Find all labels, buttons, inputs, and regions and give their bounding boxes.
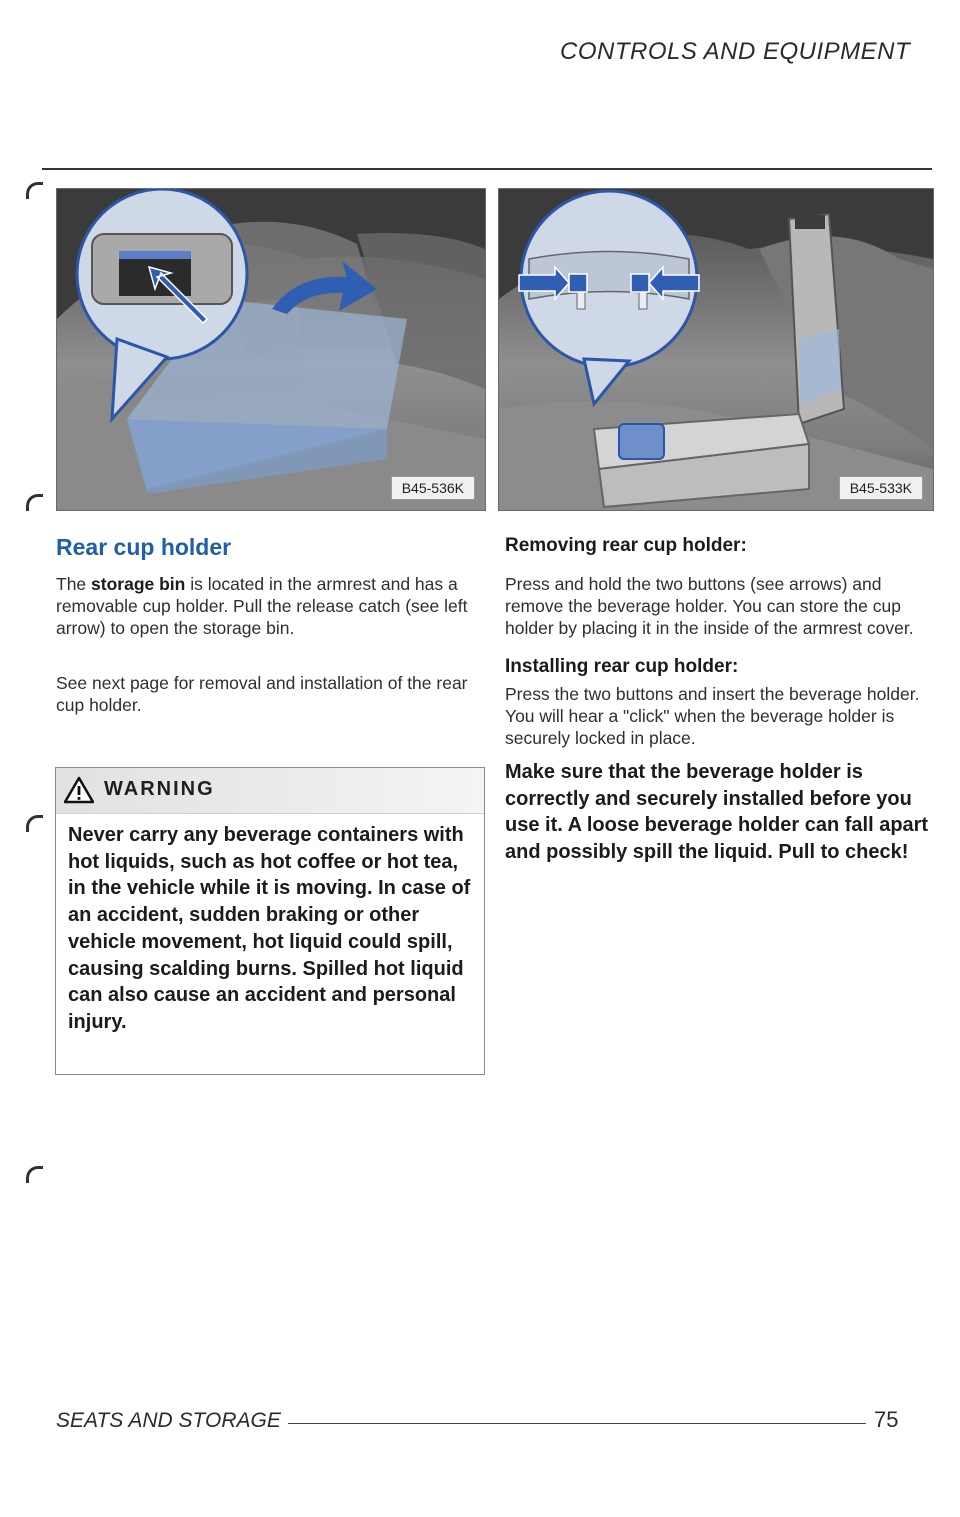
storage-bin-paragraph (56, 573, 481, 639)
page-number: 75 (874, 1407, 899, 1432)
installing-heading: Installing rear cup holder: (505, 656, 739, 677)
section-heading: Rear cup holder (56, 534, 232, 560)
removing-heading: Removing rear cup holder: (505, 535, 747, 556)
warning-label: WARNING (104, 778, 215, 800)
figure-code: B45-533K (839, 476, 923, 500)
corner-mark (26, 815, 40, 835)
cup-holder-figure (498, 188, 934, 511)
warning-header (56, 768, 484, 814)
figure-code: B45-536K (391, 476, 475, 500)
footer-rule (288, 1423, 866, 1424)
removing-paragraph: Press and hold the two buttons (see arrows) and remove the beverage holder. You can store the cup holder by placing it in the inside of the armrest cover. (505, 574, 914, 638)
storage-bin-figure (56, 188, 486, 511)
page-header-title: CONTROLS AND EQUIPMENT (560, 38, 911, 65)
para-text: The (56, 574, 92, 594)
header-rule (42, 168, 932, 170)
warning-box (55, 767, 485, 1075)
corner-mark (26, 1166, 40, 1186)
installing-paragraph: Press the two buttons and insert the beverage holder. You will hear a "click" when the beverage holder is securely locked in place. (505, 684, 920, 748)
warning-text: Never carry any beverage containers with hot liquids, such as hot coffee or hot tea, in the vehicle while it is moving. In case of an accident, sudden braking or other vehicle movement, hot liquid could spill, causing scalding burns. Spilled hot liquid can also cause an accident and personal injury. (68, 824, 471, 1033)
caution-note: Make sure that the beverage holder is correctly and securely installed before you use it. A loose beverage holder can fall apart and possibly spill the liquid. Pull to check! (505, 761, 929, 863)
corner-mark (26, 182, 40, 202)
warning-triangle-icon (64, 776, 94, 804)
cup-holder-illustration (499, 189, 933, 510)
para-text: is located in the armrest and has a removable cup holder. Pull the release catch (see left arrow) to open the storage bin. (56, 574, 468, 638)
see-next-page-paragraph: See next page for removal and installation of the rear cup holder. (56, 673, 468, 715)
corner-mark (26, 494, 40, 514)
footer-section-title: SEATS AND STORAGE (56, 1409, 281, 1432)
storage-bin-term: storage bin (91, 574, 186, 594)
storage-bin-illustration (57, 189, 485, 510)
